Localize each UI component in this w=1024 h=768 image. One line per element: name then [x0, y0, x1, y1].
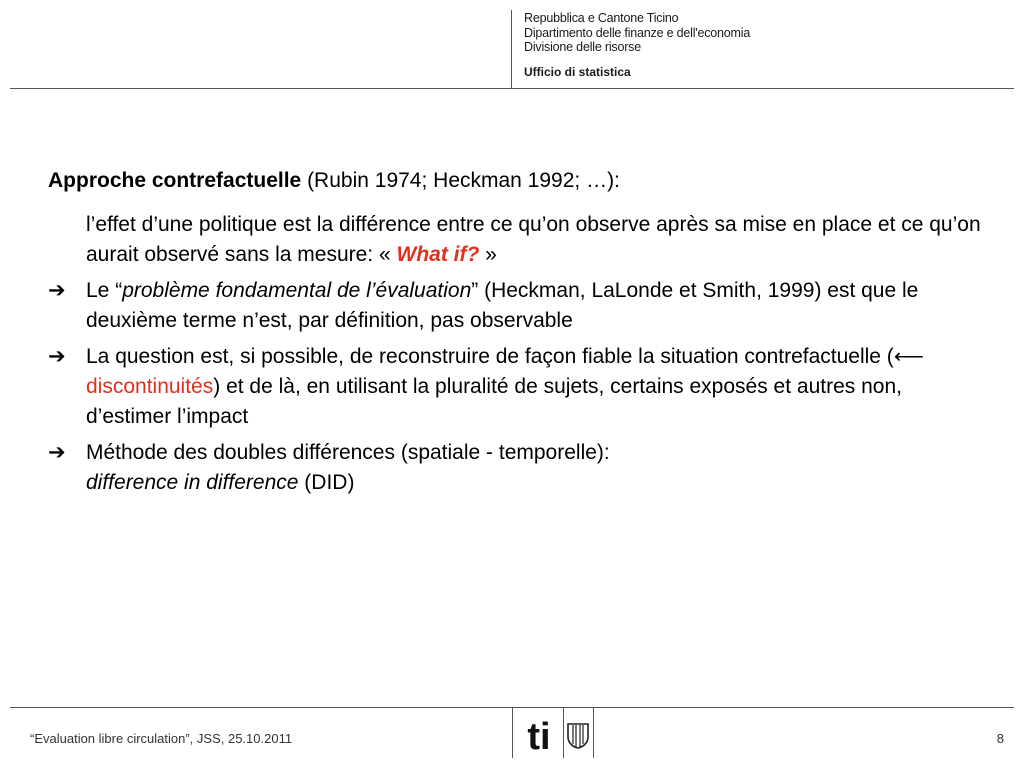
footer-caption: “Evaluation libre circulation”, JSS, 25.10.2011	[30, 731, 293, 746]
header-rule	[10, 88, 1014, 89]
arrow-right-icon: ➔	[48, 345, 66, 368]
organization-block	[524, 11, 750, 55]
arrow-left-icon: ⟵	[893, 345, 924, 368]
page-number: 8	[996, 731, 1004, 746]
heading-citation: (Rubin 1974; Heckman 1992; …):	[301, 169, 620, 192]
org-line-canton: Repubblica e Cantone Ticino	[524, 11, 679, 25]
bullet-did-method	[48, 438, 988, 498]
bullet2-post: ) et de là, en utilisant la pluralité de sujets, certains exposés et autres non, d’estimer l’impact	[86, 375, 902, 428]
ticino-logo-text: ti	[527, 716, 551, 755]
bullet-reconstruction	[48, 342, 988, 432]
arrow-right-icon: ➔	[48, 279, 66, 302]
bullet1-post: ” (Heckman, LaLonde et Smith, 1999) est que le deuxième terme n’est, par définition, pas observable	[86, 279, 919, 332]
what-if-highlight: What if?	[396, 243, 480, 266]
ticino-logo	[517, 711, 561, 755]
bullet3-italic: difference in difference	[86, 471, 299, 494]
bullet2-discontinuities: discontinuités	[86, 375, 214, 398]
slide-heading	[48, 166, 988, 196]
definition-paragraph	[48, 210, 988, 270]
slide-content	[48, 166, 988, 504]
office-name: Ufficio di statistica	[524, 65, 631, 79]
org-line-department: Dipartimento delle finanze e dell'economia	[524, 25, 751, 40]
bullet1-italic: problème fondamental de l’évaluation	[122, 279, 472, 302]
org-line-division: Divisione delle risorse	[524, 40, 641, 54]
logo-separator-mid	[563, 708, 564, 758]
definition-end: »	[479, 243, 497, 266]
shield-icon	[567, 723, 589, 749]
header-separator	[511, 10, 512, 88]
arrow-right-icon: ➔	[48, 441, 66, 464]
bullet3-line1: Méthode des doubles différences (spatiale - temporelle):	[86, 441, 610, 464]
bullet-fundamental-problem	[48, 276, 988, 336]
logo-separator-left	[512, 708, 513, 758]
logo-separator-right	[593, 708, 594, 758]
bullet3-post: (DID)	[298, 471, 355, 494]
bullet1-pre: Le “	[86, 279, 123, 302]
definition-text: l’effet d’une politique est la différence entre ce qu’on observe après sa mise en place et ce qu’on aurait observé sans la mesure: «	[86, 213, 981, 266]
bullet2-pre: La question est, si possible, de reconstruire de façon fiable la situation contrefactuelle (	[86, 345, 894, 368]
heading-bold: Approche contrefactuelle	[48, 169, 302, 192]
